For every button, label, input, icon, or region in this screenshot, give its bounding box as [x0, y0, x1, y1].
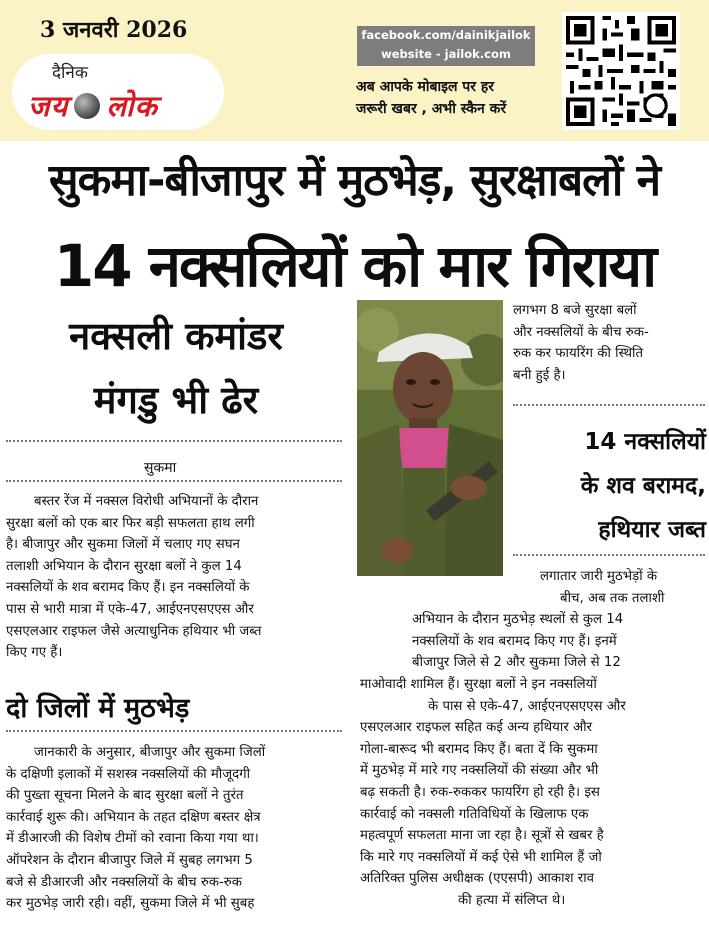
text-line: नक्सलियों के शव बरामद किए गए हैं। इनमें [412, 633, 617, 649]
scan-prompt-line-2: जरूरी खबर , अभी स्कैन करें [356, 101, 507, 117]
social-links-box [357, 26, 535, 66]
masthead [0, 0, 709, 141]
text-line: अतिरिक्त पुलिस अधीक्षक (एएसपी) आकाश राव [360, 871, 595, 887]
headline-line-2: 14 नक्सलियों को मार गिराया [53, 232, 656, 300]
website-link[interactable]: website - jailok.com [381, 47, 511, 61]
text-line: नक्सलियों के शव बरामद किए हैं। इन नक्सलियों के [6, 580, 250, 596]
article-paragraph-4 [360, 566, 704, 912]
text-line: लगभग 8 बजे सुरक्षा बलों [513, 303, 637, 318]
article-paragraph-2 [6, 742, 340, 915]
naxal-commander-photo [357, 300, 503, 576]
text-line: महत्वपूर्ण सफलता माना जा रहा है। सूत्रों से खबर है [360, 828, 604, 844]
text-line: सुरक्षा बलों को एक बार फिर बड़ी सफलता हाथ लगी [6, 515, 255, 531]
facebook-link[interactable]: facebook.com/dainikjailok [361, 28, 531, 42]
divider [6, 480, 342, 482]
text-line: तलाशी अभियान के दौरान सुरक्षा बलों ने कुल 14 [6, 558, 242, 574]
text-line: की पुख्ता सूचना मिलने के बाद सुरक्षा बलों ने तुरंत [6, 788, 244, 804]
text-line: ऑपरेशन के दौरान बीजापुर जिले में सुबह लगभग 5 [6, 852, 253, 868]
text-line: कि मारे गए नक्सलियों में कई ऐसे भी शामिल हैं जो [360, 849, 602, 865]
section-heading: दो जिलों में मुठभेड़ [6, 693, 190, 724]
subheadline-line-1: नक्सली कमांडर [69, 314, 283, 358]
globe-icon [74, 93, 100, 119]
text-line: के पास से एके-47, आईएनएसएएस और [428, 698, 626, 714]
divider [6, 440, 342, 442]
text-line: में मुठभेड़ में मारे गए नक्सलियों की संख्या और भी [360, 763, 599, 779]
text-line: किए गए हैं। [6, 645, 63, 661]
subheadline-2 [512, 420, 706, 552]
text-line: बजे से डीआरजी और नक्सलियों के बीच रुक-रुक [6, 874, 242, 890]
text-line: है। बीजापुर और सुकमा जिलों में चलाए गए सघन [6, 537, 240, 553]
subheadline-2-line-1: 14 नक्सलियों [584, 429, 706, 455]
text-line: बनी हुई है। [513, 367, 566, 383]
divider [6, 730, 342, 732]
text-line: एसएलआर राइफल सहित कई अन्य हथियार और [360, 720, 593, 736]
text-line: में डीआरजी की विशेष टीमों को रवाना किया गया था। [6, 831, 259, 847]
text-line: की हत्या में संलिप्त थे। [458, 892, 566, 908]
issue-date: 3 जनवरी 2026 [40, 17, 188, 43]
text-line: एसएलआर राइफल जैसे अत्याधुनिक हथियार भी जब्त [6, 623, 262, 639]
logo-word-left: जय [28, 89, 69, 123]
text-line: कर मुठभेड़ जारी रही। वहीं, सुकमा जिले में भी सुबह [6, 896, 255, 912]
text-line: बस्तर रेंज में नक्सल विरोधी अभियानों के दौरान [34, 494, 259, 509]
qr-code-icon[interactable] [562, 12, 680, 130]
text-line: पास से भारी मात्रा में एके-47, आईएनएसएएस और [6, 601, 254, 617]
text-line: माओवादी शामिल हैं। सुरक्षा बलों ने इन नक्सलियों [360, 676, 597, 692]
logo-subtitle: दैनिक [52, 63, 88, 83]
newspaper-logo [28, 86, 158, 125]
text-line: अभियान के दौरान मुठभेड़ स्थलों से कुल 14 [412, 612, 624, 628]
text-line: कार्रवाई को नक्सली गतिविधियों के खिलाफ एक [360, 806, 589, 822]
subheadline-line-2: मंगडु भी ढेर [93, 378, 259, 422]
dateline: सुकमा [144, 460, 177, 476]
scan-prompt-line-1: अब आपके मोबाइल पर हर [356, 79, 495, 95]
text-line: जानकारी के अनुसार, बीजापुर और सुकमा जिलों [34, 745, 266, 760]
text-line: और नक्सलियों के बीच रुक- [513, 324, 649, 340]
logo-word-right: लोक [106, 89, 158, 123]
divider [513, 404, 705, 406]
text-line: बीजापुर जिले से 2 और सुकमा जिले से 12 [412, 655, 621, 671]
divider [513, 554, 705, 556]
article-paragraph-1 [6, 491, 340, 664]
text-line: गोला-बारूद भी बरामद किए हैं। बता दें कि सुकमा [360, 741, 598, 757]
subheadline [8, 304, 344, 432]
text-line: रुक कर फायरिंग की स्थिति [513, 346, 644, 362]
article-paragraph-3 [513, 300, 703, 386]
text-line: बढ़ सकती है। रुक-रुककर फायरिंग हो रही है। इस [360, 784, 600, 800]
scan-prompt [356, 76, 506, 120]
headline-line-1: सुकमा-बीजापुर में मुठभेड़, सुरक्षाबलों ने [48, 155, 661, 206]
subheadline-2-line-2: के शव बरामद, [580, 473, 706, 499]
text-line: के दक्षिणी इलाकों में सशस्त्र नक्सलियों की मौजूदगी [6, 766, 251, 782]
text-line: बीच, अब तक तलाशी [560, 590, 665, 606]
text-line: लगातार जारी मुठभेड़ों के [540, 569, 658, 584]
subheadline-2-line-3: हथियार जब्त [598, 517, 706, 543]
text-line: कार्रवाई शुरू की। अभियान के तहत दक्षिण बस्तर क्षेत्र [6, 809, 261, 825]
